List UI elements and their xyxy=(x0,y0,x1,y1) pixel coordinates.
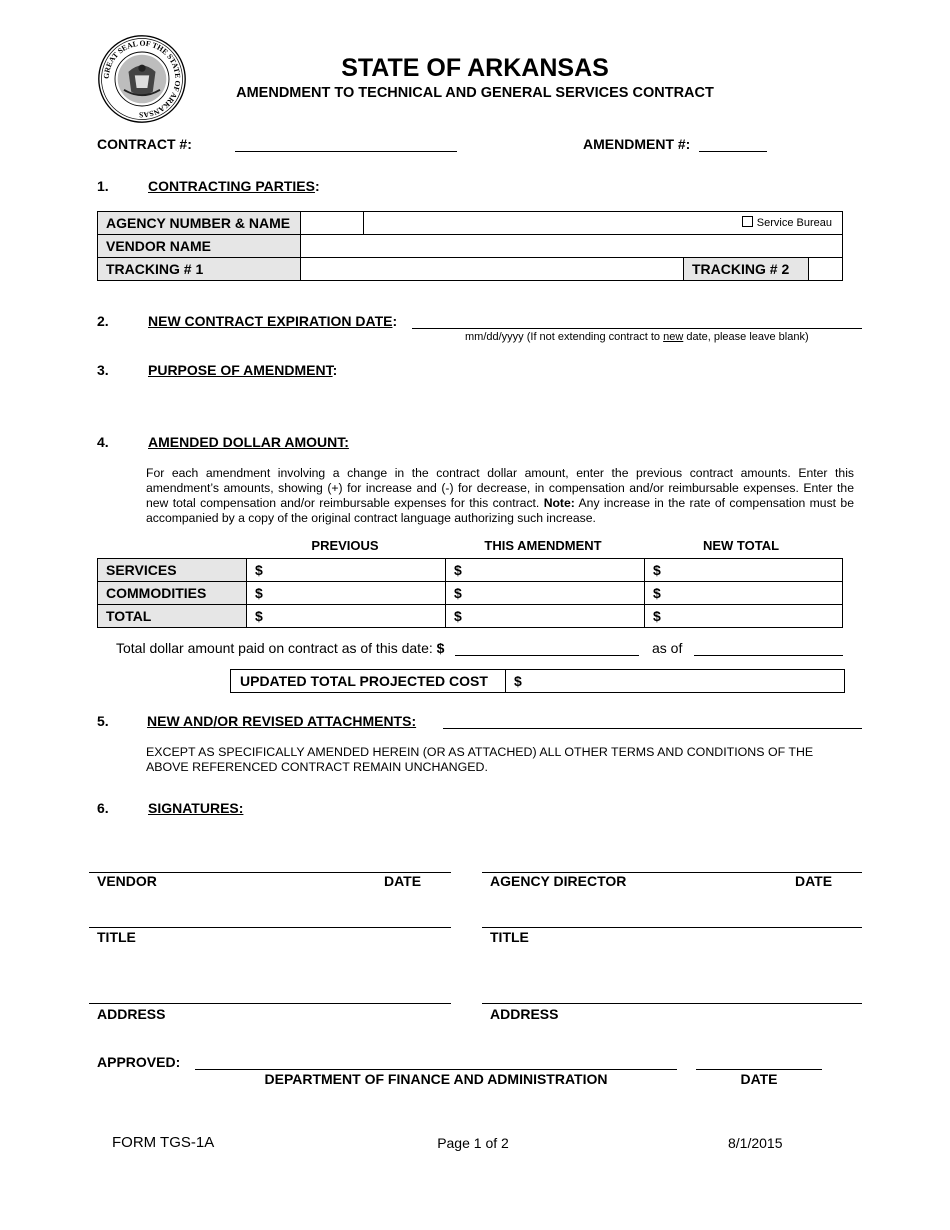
section-1-colon: : xyxy=(314,178,320,194)
section-2-colon: : xyxy=(392,313,398,329)
expiration-date-hint xyxy=(465,331,809,343)
section-6-number: 6. xyxy=(97,800,109,816)
row-total-label: TOTAL xyxy=(98,605,247,628)
section-4-instructions xyxy=(146,466,854,526)
agency-number-name-label: AGENCY NUMBER & NAME xyxy=(98,212,301,235)
instructions-text-pre: For each amendment involving a change in the contract dollar amount, enter the previous contract amounts. Enter this amendment’s amounts, showing (+) for increase and (-) for decrease, in compensation and/or reimbursable expenses. Enter the new total compensation and/or reimbursable expenses for this contract. xyxy=(146,466,854,510)
contract-number-field[interactable] xyxy=(235,151,457,152)
service-bureau-checkbox[interactable] xyxy=(742,216,753,227)
dollar-sign: $ xyxy=(255,608,263,624)
table-row xyxy=(98,559,843,582)
attachments-field[interactable] xyxy=(443,728,862,729)
section-3-heading xyxy=(148,362,337,378)
tracking-1-label: TRACKING # 1 xyxy=(98,258,301,281)
approved-label: APPROVED: xyxy=(97,1054,181,1070)
agency-address-field[interactable] xyxy=(482,1003,862,1004)
amendment-number-field[interactable] xyxy=(699,151,767,152)
tracking-2-label: TRACKING # 2 xyxy=(684,258,809,281)
tracking-2-field[interactable] xyxy=(809,258,843,281)
col-new-total-header: NEW TOTAL xyxy=(702,538,780,553)
vendor-title-label: TITLE xyxy=(97,929,136,945)
col-this-amendment-header: THIS AMENDMENT xyxy=(484,538,602,553)
page-subtitle: AMENDMENT TO TECHNICAL AND GENERAL SERVICES CONTRACT xyxy=(236,85,714,101)
section-2-heading xyxy=(148,313,397,329)
service-bureau-checkbox-wrap[interactable] xyxy=(742,216,832,229)
contract-number-label: CONTRACT #: xyxy=(97,136,192,152)
agency-director-label: AGENCY DIRECTOR xyxy=(490,873,627,889)
agency-name-field[interactable] xyxy=(364,212,843,235)
section-4-title: AMENDED DOLLAR AMOUNT: xyxy=(148,434,349,450)
expiration-hint-pre: mm/dd/yyyy (If not extending contract to xyxy=(465,331,664,343)
amended-dollar-table xyxy=(97,558,843,628)
section-4-number: 4. xyxy=(97,434,109,450)
expiration-date-field[interactable] xyxy=(412,328,862,329)
footer-date: 8/1/2015 xyxy=(728,1135,783,1151)
vendor-title-field[interactable] xyxy=(89,927,451,928)
section-2-title: NEW CONTRACT EXPIRATION DATE xyxy=(148,313,393,329)
dollar-sign: $ xyxy=(454,562,462,578)
projected-cost-table xyxy=(230,669,845,693)
dollar-sign: $ xyxy=(653,608,661,624)
row-commodities-label: COMMODITIES xyxy=(98,582,247,605)
vendor-label: VENDOR xyxy=(97,873,157,889)
dollar-sign: $ xyxy=(653,562,661,578)
vendor-address-field[interactable] xyxy=(89,1003,451,1004)
vendor-name-field[interactable] xyxy=(301,235,843,258)
dollar-sign: $ xyxy=(454,608,462,624)
expiration-hint-post: date, please leave blank) xyxy=(683,331,809,343)
dfa-signature-field[interactable] xyxy=(195,1069,677,1070)
dfa-date-field[interactable] xyxy=(696,1069,822,1070)
vendor-date-label: DATE xyxy=(384,873,422,889)
agency-title-label: TITLE xyxy=(490,929,529,945)
section-2-number: 2. xyxy=(97,313,109,329)
vendor-name-label: VENDOR NAME xyxy=(98,235,301,258)
row-services-label: SERVICES xyxy=(98,559,247,582)
total-previous-field[interactable] xyxy=(247,605,446,628)
as-of-date-field[interactable] xyxy=(694,655,843,656)
total-paid-text: Total dollar amount paid on contract as of this date: xyxy=(116,640,433,656)
col-previous-header: PREVIOUS xyxy=(311,538,379,553)
section-6-title: SIGNATURES: xyxy=(148,800,244,816)
services-amendment-field[interactable] xyxy=(446,559,645,582)
dfa-label: DEPARTMENT OF FINANCE AND ADMINISTRATION xyxy=(264,1071,608,1087)
section-3-number: 3. xyxy=(97,362,109,378)
section-1-number: 1. xyxy=(97,178,109,194)
footer-form-number: FORM TGS-1A xyxy=(112,1134,215,1151)
table-row xyxy=(98,605,843,628)
services-new-total-field[interactable] xyxy=(645,559,843,582)
projected-cost-field[interactable] xyxy=(506,670,845,693)
section-1-title: CONTRACTING PARTIES xyxy=(148,178,315,194)
amendment-number-label: AMENDMENT #: xyxy=(583,136,691,152)
page-title: STATE OF ARKANSAS xyxy=(341,54,609,82)
dfa-date-label: DATE xyxy=(740,1071,778,1087)
dollar-sign: $ xyxy=(436,640,445,656)
agency-director-date-label: DATE xyxy=(795,873,833,889)
agency-number-field[interactable] xyxy=(301,212,364,235)
agency-address-label: ADDRESS xyxy=(490,1006,559,1022)
expiration-hint-new: new xyxy=(663,331,684,343)
total-amendment-field[interactable] xyxy=(446,605,645,628)
dollar-sign: $ xyxy=(255,562,263,578)
seal-text: GREAT SEAL OF THE STATE OF ARKANSAS xyxy=(101,38,183,120)
section-1-heading xyxy=(148,178,320,194)
services-previous-field[interactable] xyxy=(247,559,446,582)
contracting-parties-table xyxy=(97,211,843,281)
commodities-amendment-field[interactable] xyxy=(446,582,645,605)
section-3-title: PURPOSE OF AMENDMENT xyxy=(148,362,333,378)
note-label: Note: xyxy=(543,496,575,510)
dollar-sign: $ xyxy=(454,585,462,601)
total-new-total-field[interactable] xyxy=(645,605,843,628)
commodities-previous-field[interactable] xyxy=(247,582,446,605)
section-3-colon: : xyxy=(332,362,338,378)
table-row xyxy=(98,582,843,605)
dollar-sign: $ xyxy=(514,673,522,689)
commodities-new-total-field[interactable] xyxy=(645,582,843,605)
section-5-number: 5. xyxy=(97,713,109,729)
as-of-label: as of xyxy=(652,640,683,656)
agency-title-field[interactable] xyxy=(482,927,862,928)
instructions-text-post: Any increase in the rate of compensation must be accompanied by a copy of the original contract language authorizing such increase. xyxy=(146,496,854,525)
service-bureau-label: Service Bureau xyxy=(756,217,832,229)
tracking-1-field[interactable] xyxy=(301,258,684,281)
total-paid-field[interactable] xyxy=(455,655,639,656)
dollar-sign: $ xyxy=(255,585,263,601)
projected-cost-label: UPDATED TOTAL PROJECTED COST xyxy=(231,670,506,693)
unchanged-terms-statement: EXCEPT AS SPECIFICALLY AMENDED HEREIN (OR AS ATTACHED) ALL OTHER TERMS AND CONDITIONS OF THE ABOVE REFERENCED CONTRACT REMAIN UNCHANGED. xyxy=(146,745,814,774)
section-5-title: NEW AND/OR REVISED ATTACHMENTS: xyxy=(147,713,417,729)
vendor-address-label: ADDRESS xyxy=(97,1006,166,1022)
dollar-sign: $ xyxy=(653,585,661,601)
footer-page-number: Page 1 of 2 xyxy=(437,1135,509,1151)
total-paid-label xyxy=(116,640,444,656)
